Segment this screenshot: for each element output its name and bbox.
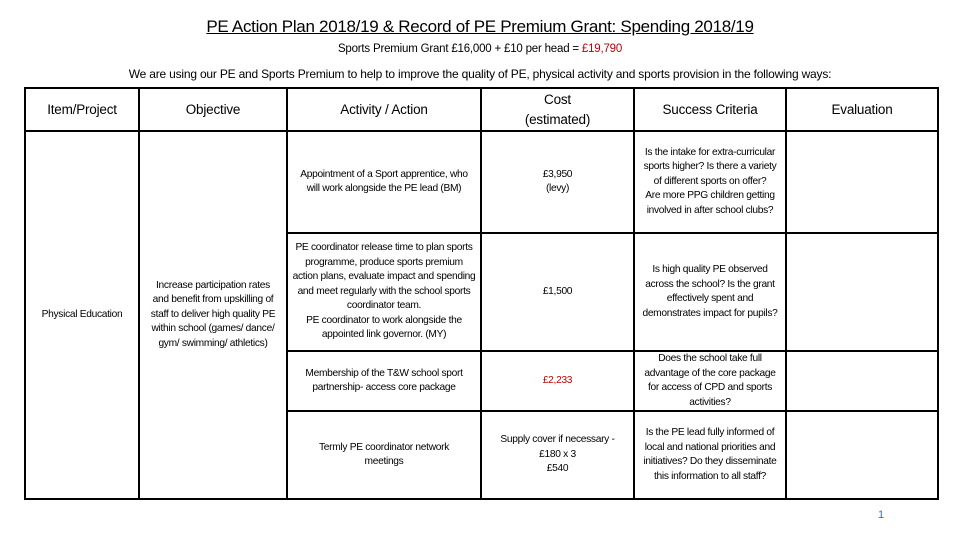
criteria-text-2: Are more PPG children getting involved in after school clubs? <box>645 190 775 216</box>
activity-cell: Appointment of a Sport apprentice, who will work alongside the PE lead (BM) <box>287 131 481 233</box>
title-text: PE Action Plan 2018/19 & Record of PE Premium Grant: Spending 2018/19 <box>206 17 754 36</box>
criteria-cell: Does the school take full advantage of the core package for access of CPD and sports activities? <box>634 351 786 411</box>
activity-cell: Termly PE coordinator network meetings <box>287 411 481 499</box>
header-activity: Activity / Action <box>287 88 481 131</box>
table-row <box>25 131 938 233</box>
subtitle-text: Sports Premium Grant £16,000 + £10 per head = <box>337 43 582 55</box>
cost-cell: £2,233 <box>481 351 634 411</box>
cost-note: £540 <box>546 463 569 475</box>
table-header-row <box>25 88 938 131</box>
activity-cell <box>287 233 481 351</box>
cost-cell <box>481 131 634 233</box>
header-evaluation: Evaluation <box>786 88 938 131</box>
evaluation-cell <box>786 233 938 351</box>
header-item: Item/Project <box>25 88 139 131</box>
evaluation-cell <box>786 351 938 411</box>
criteria-cell <box>634 131 786 233</box>
cost-cell <box>481 411 634 499</box>
grant-total: £19,790 <box>581 43 623 55</box>
objective-cell: Increase participation rates and benefit from upskilling of staff to deliver high quality PE within school (games/ dance/ gym/ swimming/ athletics) <box>139 131 287 499</box>
activity-text-2: PE coordinator to work alongside the appointed link governor. (MY) <box>306 314 462 341</box>
criteria-text: Is the intake for extra-curricular sports higher? Is there a variety of different sports on offer? <box>643 146 777 187</box>
page-number: 1 <box>878 509 885 521</box>
evaluation-cell <box>786 131 938 233</box>
grant-subtitle <box>0 43 960 55</box>
header-objective: Objective <box>139 88 287 131</box>
action-plan-table <box>24 87 939 500</box>
cost-value: Supply cover if necessary - £180 x 3 <box>500 434 615 460</box>
item-cell: Physical Education <box>25 131 139 499</box>
activity-cell: Membership of the T&W school sport partnership- access core package <box>287 351 481 411</box>
activity-text: PE coordinator release time to plan sports programme, produce sports premium action plans, evaluate impact and spending and meet regularly with the school sports coordinator team. <box>292 242 476 312</box>
cost-note: (levy) <box>545 183 570 194</box>
evaluation-cell <box>786 411 938 499</box>
cost-cell: £1,500 <box>481 233 634 351</box>
header-criteria: Success Criteria <box>634 88 786 131</box>
header-cost: Cost (estimated) <box>481 88 634 131</box>
cost-value: £3,950 <box>542 168 573 180</box>
intro-text: We are using our PE and Sports Premium to help to improve the quality of PE, physical activity and sports provision in the following ways: <box>128 67 832 81</box>
criteria-cell: Is high quality PE observed across the school? Is the grant effectively spent and demonstrates impact for pupils? <box>634 233 786 351</box>
criteria-cell: Is the PE lead fully informed of local and national priorities and initiatives? Do they disseminate this information to all staff? <box>634 411 786 499</box>
page-title <box>0 17 960 37</box>
